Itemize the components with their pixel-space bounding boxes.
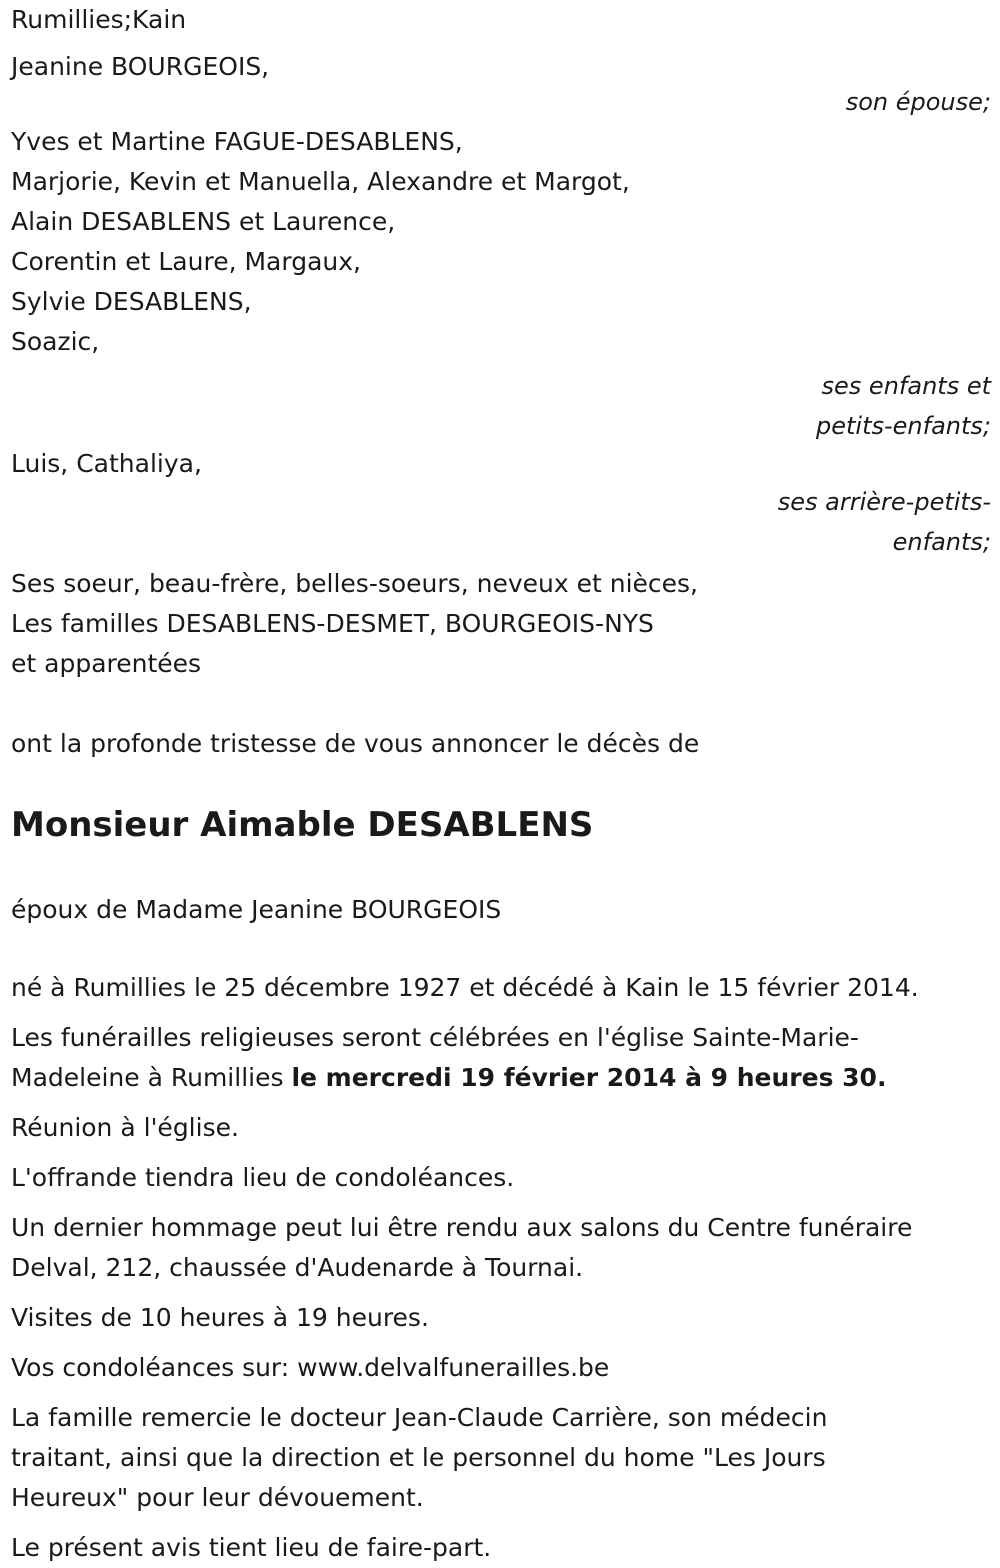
condolences: Vos condoléances sur: www.delvalfunerailles.be xyxy=(11,1353,610,1382)
tribute-line-1: Un dernier hommage peut lui être rendu aux salons du Centre funéraire xyxy=(11,1213,913,1242)
funeral-date: le mercredi 19 février 2014 à 9 heures 30. xyxy=(291,1063,887,1092)
funeral-block xyxy=(11,1018,991,1098)
children-block xyxy=(11,122,991,446)
tribute-block xyxy=(11,1208,991,1288)
thanks-line-3: Heureux" pour leur dévouement. xyxy=(11,1483,424,1512)
great-grandchildren-block xyxy=(11,446,991,562)
thanks-line-1: La famille remercie le docteur Jean-Claude Carrière, son médecin xyxy=(11,1403,828,1432)
children-role-line-2: petits-enfants; xyxy=(816,412,991,440)
children-line-4: Corentin et Laure, Margaux, xyxy=(11,247,361,276)
deceased-name: Monsieur Aimable DESABLENS xyxy=(11,805,594,845)
great-grandchildren-role-line-2: enfants; xyxy=(892,528,991,556)
thanks-line-2: traitant, ainsi que la direction et le personnel du home "Les Jours xyxy=(11,1443,826,1472)
birth-death: né à Rumillies le 25 décembre 1927 et décédé à Kain le 15 février 2014. xyxy=(11,973,919,1002)
meeting: Réunion à l'église. xyxy=(11,1113,239,1142)
funeral-place: Madeleine à Rumillies xyxy=(11,1063,292,1092)
family-line-3: et apparentées xyxy=(11,649,202,678)
funeral-line-1: Les funérailles religieuses seront célébrées en l'église Sainte-Marie- xyxy=(11,1023,859,1052)
spouse-block xyxy=(11,50,991,120)
children-role-line-1: ses enfants et xyxy=(821,372,991,400)
family-line-1: Ses soeur, beau-frère, belles-soeurs, neveux et nièces, xyxy=(11,569,698,598)
children-line-6: Soazic, xyxy=(11,327,100,356)
children-line-3: Alain DESABLENS et Laurence, xyxy=(11,207,396,236)
children-line-1: Yves et Martine FAGUE-DESABLENS, xyxy=(11,127,463,156)
obituary-notice xyxy=(11,0,991,1568)
visits: Visites de 10 heures à 19 heures. xyxy=(11,1303,429,1332)
children-line-5: Sylvie DESABLENS, xyxy=(11,287,252,316)
family-block xyxy=(11,564,991,684)
children-line-2: Marjorie, Kevin et Manuella, Alexandre et Margot, xyxy=(11,167,630,196)
great-grandchildren-role-line-1: ses arrière-petits- xyxy=(777,488,991,516)
offering: L'offrande tiendra lieu de condoléances. xyxy=(11,1163,515,1192)
funeral-line-2 xyxy=(11,1058,991,1098)
notice: Le présent avis tient lieu de faire-part. xyxy=(11,1533,492,1562)
location-header: Rumillies;Kain xyxy=(11,5,187,34)
family-line-2: Les familles DESABLENS-DESMET, BOURGEOIS-NYS xyxy=(11,609,654,638)
great-grandchildren-names: Luis, Cathaliya, xyxy=(11,449,202,478)
tribute-line-2: Delval, 212, chaussée d'Audenarde à Tournai. xyxy=(11,1253,584,1282)
spouse-role: son épouse; xyxy=(845,88,991,116)
spouse-name: Jeanine BOURGEOIS, xyxy=(11,52,270,81)
announcement: ont la profonde tristesse de vous annoncer le décès de xyxy=(11,729,700,758)
spouse-of: époux de Madame Jeanine BOURGEOIS xyxy=(11,895,502,924)
thanks-block xyxy=(11,1398,991,1518)
